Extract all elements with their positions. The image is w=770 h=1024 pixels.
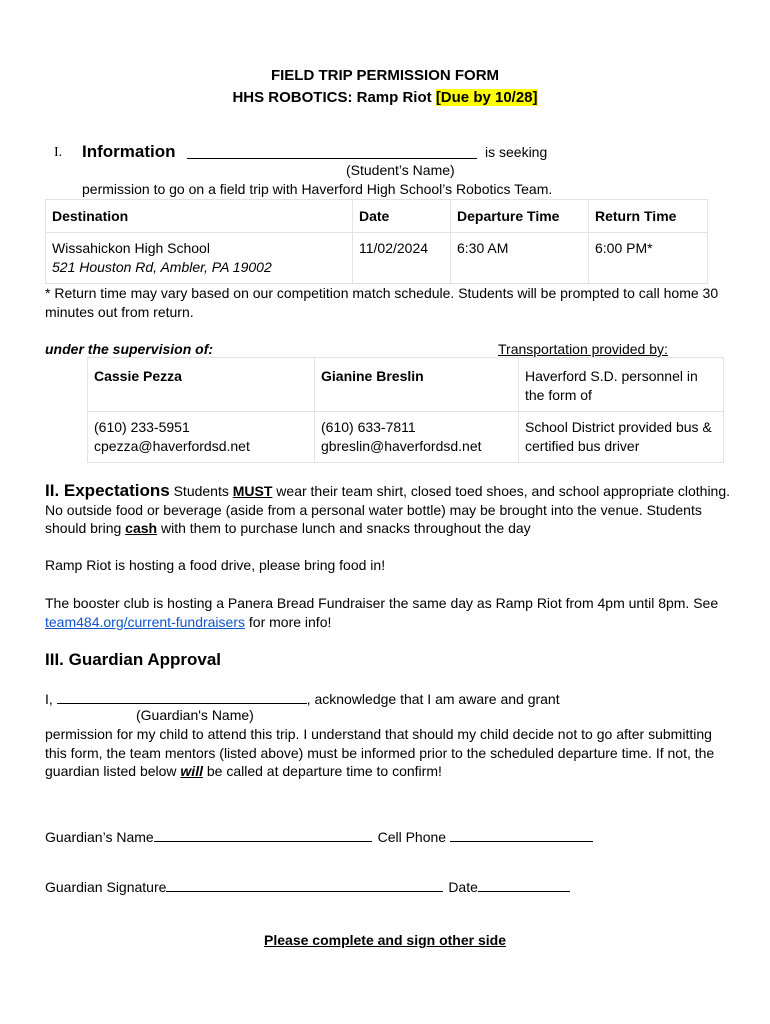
section-2-heading: II. Expectations — [45, 481, 170, 500]
return-note: * Return time may vary based on our competition match schedule. Students will be prompted to call home 30 minutes out from return. — [45, 285, 719, 320]
guardian-paragraph-end: be called at departure time to confirm! — [202, 763, 442, 779]
transport-label: Transportation provided by: — [498, 341, 668, 357]
booster-text-end: for more info! — [245, 613, 332, 630]
mentor-1-phone: (610) 233-5951 — [94, 419, 190, 435]
student-name-line[interactable] — [187, 140, 477, 162]
expectations-paragraph — [45, 482, 735, 538]
fundraiser-link[interactable]: team484.org/current-fundraisers — [45, 613, 245, 630]
date-field[interactable] — [478, 877, 570, 892]
permission-text: permission to go on a field trip with Haverford High School’s Robotics Team. — [82, 181, 553, 197]
expectations-text: wear their team shirt, closed toed shoes, and school appropriate clothing. No outside food or beverage (aside from a personal water bottle) may be brought into the venue. Students should bring — [45, 483, 731, 536]
trip-table — [45, 199, 708, 284]
food-drive-note: Ramp Riot is hosting a food drive, please bring food in! — [45, 557, 386, 573]
cell-phone-label: Cell Phone — [377, 829, 447, 845]
section-1-numeral: I. — [54, 145, 63, 160]
booster-text: The booster club is hosting a Panera Bread Fundraiser the same day as Ramp Riot from 4pm until 8pm. See — [45, 595, 719, 611]
form-subtitle — [0, 89, 770, 106]
guardian-will: will — [180, 763, 203, 779]
footer-note: Please complete and sign other side — [264, 932, 506, 948]
destination-address: 521 Houston Rd, Ambler, PA 19002 — [52, 259, 272, 275]
guardian-signature-row — [45, 877, 570, 895]
guardian-paragraph-text: permission for my child to attend this trip. I understand that should my child decide not to go after submitting this form, the team mentors (listed above) must be informed prior to the scheduled departure time. If not, the guardian listed below — [45, 726, 715, 779]
acknowledge-text: , acknowledge that I am aware and grant — [306, 691, 560, 707]
trip-table-row — [46, 233, 708, 284]
header-return-time: Return Time — [589, 200, 708, 233]
guardian-name-blank[interactable] — [57, 689, 307, 704]
date-label: Date — [448, 879, 478, 895]
subtitle-event: HHS ROBOTICS: Ramp Riot — [232, 89, 432, 106]
mentor-contact-row — [88, 412, 724, 463]
expectations-students: Students — [173, 483, 229, 499]
header-date: Date — [353, 200, 451, 233]
mentor-1-email: cpezza@haverfordsd.net — [94, 438, 250, 454]
mentor-2-phone: (610) 633-7811 — [321, 419, 416, 435]
guardian-name-label: Guardian’s Name — [45, 829, 154, 845]
guardian-name-caption: (Guardian's Name) — [136, 707, 254, 723]
mentor-table — [87, 357, 724, 463]
booster-paragraph — [45, 594, 735, 631]
cell-phone-field[interactable] — [450, 827, 593, 842]
transport-personnel: Haverford S.D. personnel in the form of — [519, 358, 724, 412]
guardian-name-field[interactable] — [154, 827, 372, 842]
form-title: FIELD TRIP PERMISSION FORM — [270, 67, 500, 84]
mentor-name-row — [88, 358, 724, 412]
section-3-heading: III. Guardian Approval — [45, 650, 222, 669]
header-destination: Destination — [46, 200, 353, 233]
is-seeking-text: is seeking — [485, 144, 548, 160]
transport-bus: School District provided bus & certified bus driver — [519, 412, 724, 463]
due-date-highlight: [Due by 10/28] — [435, 89, 538, 106]
mentor-1-contact — [88, 412, 315, 463]
guardian-name-row — [45, 827, 593, 845]
trip-table-header-row — [46, 200, 708, 233]
i-prefix: I, — [45, 691, 53, 707]
mentor-1-name: Cassie Pezza — [88, 358, 315, 412]
expectations-must: MUST — [232, 483, 273, 499]
mentor-2-name: Gianine Breslin — [315, 358, 519, 412]
guardian-acknowledge-line — [45, 689, 560, 707]
signature-field[interactable] — [166, 877, 443, 892]
section-1-heading: Information — [82, 142, 176, 161]
date-cell: 11/02/2024 — [353, 233, 451, 284]
expectations-cash: cash — [125, 520, 158, 536]
return-cell: 6:00 PM* — [589, 233, 708, 284]
mentor-2-email: gbreslin@haverfordsd.net — [321, 438, 482, 454]
departure-cell: 6:30 AM — [451, 233, 589, 284]
destination-name: Wissahickon High School — [52, 240, 210, 256]
expectations-text-end: with them to purchase lunch and snacks throughout the day — [157, 520, 531, 536]
destination-cell — [46, 233, 353, 284]
guardian-paragraph — [45, 725, 735, 781]
signature-label: Guardian Signature — [45, 879, 167, 895]
header-departure-time: Departure Time — [451, 200, 589, 233]
student-name-caption: (Student’s Name) — [346, 162, 455, 178]
mentor-2-contact — [315, 412, 519, 463]
supervision-label: under the supervision of: — [45, 341, 214, 357]
